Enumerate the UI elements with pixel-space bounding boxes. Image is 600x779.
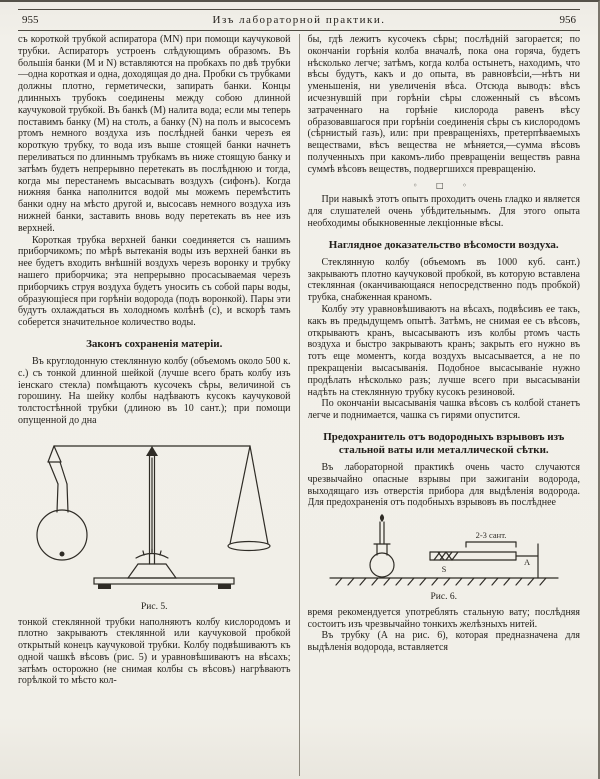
figure-6-caption: Рис. 6. — [430, 592, 457, 603]
right-paragraph-4: Колбу эту уравновѣшиваютъ на вѣсахъ, подвѣсивъ ее такъ, какъ въ предыдущемъ опытѣ. Затѣмъ, не снимая ее съ вѣсовъ, открываютъ кранъ, высасываютъ изъ колбы ртомъ часть воздуха и быстро закрываютъ кранъ; закрыть его нужно въ тотъ еще моментъ, когда воздухъ высасывается, а не по прекращеніи высасыванія. Подобное высасываніе нужно продѣлать нѣсколько разъ; лучше всего при высасываніи надѣть на стеклянную трубку кусокъ резиновой. — [307, 303, 580, 398]
page-header — [18, 9, 580, 31]
figure-6-steel-wool-label: S — [441, 564, 447, 575]
page-number-left: 955 — [22, 14, 39, 26]
right-paragraph-3: Стеклянную колбу (объемомъ въ 1000 куб. сант.) закрываютъ плотно каучуковой пробкой, въ которую вставлена стеклянная (оканчивающаяся непосредственно подъ пробкой) трубка, снабженная краномъ. — [307, 256, 580, 304]
balance-scale-drawing — [36, 432, 272, 600]
figure-5 — [18, 432, 291, 614]
figure-6 — [308, 514, 581, 604]
section-heading-conservation: Законъ сохраненія матеріи. — [86, 337, 223, 350]
left-paragraph-4: тонкой стеклянной трубки наполняютъ колбу кислородомъ и плотно закрываютъ стеклянной или каучуковой пробкой открытый конецъ каучуковой трубки. Колбу подвѣшиваютъ къ одной чашкѣ вѣсовъ (рис. 5) и уравновѣшиваютъ на вѣсахъ; затѣмъ осторожно (не снимая колбы съ вѣсовъ) нагрѣваютъ горѣлкой то мѣсто кол- — [18, 616, 291, 687]
right-paragraph-5: По окончаніи высасыванія чашка вѣсовъ съ колбой станетъ легче и поднимается, чашка съ гирями опустится. — [307, 398, 580, 422]
section-heading-hydrogen-safety: Предохранитель отъ водородныхъ взрывовъ изъ стальной ваты или металлической сѣтки. — [323, 430, 565, 456]
running-title: Изъ лабораторной практики. — [212, 14, 386, 26]
section-divider-ornament: ◦ □ ◦ — [412, 180, 475, 190]
left-paragraph-1: съ короткой трубкой аспиратора (MN) при помощи каучуковой трубки. Аспираторъ устроенъ слѣдующимъ образомъ. Въ большія банки (M и N) вставляются на пробкахъ по двѣ трубки—одна короткая и одна, доходящая до дна. Пробки съ трубками должны плотно, герметически, запирать банки. Концы длинныхъ трубокъ соединены между собою длинной каучуковой трубкой. Въ банкѣ (M) налита вода; если мы теперь поставимъ банку (M) на столъ, а банку (N) на полъ и высосемъ ртомъ немного воздуха изъ послѣдней банки черезъ ея короткую трубку, то вода изъ выше стоящей банки начнетъ переливаться по длиннымъ трубкамъ въ ниже стоящую банку и затѣмъ будетъ непрерывно перетекать въ послѣднюю и тогда, когда мы перестанемъ высасывать воздухъ (сифонъ). Когда нижняя банка наполнится водой мы можемъ перемѣстить банки одну на мѣсто другой и, высосавъ немного воздуха изъ нижней банки, заставить вновь воду перетекать въ нее изъ верхней. — [18, 34, 291, 234]
left-paragraph-2: Короткая трубка верхней банки соединяется съ нашимъ приборчикомъ; по мѣрѣ вытеканія воды изъ верхней банки въ нее будетъ входить внѣшній воздухъ черезъ воронку и трубку нашего приборчика; эта непрерывно просасываемая черезъ приборчикъ струя воздуха будетъ уносить съ собой пары воды, образующіеся при горѣніи водорода (подъ воронкой). Пары эти будутъ охлаждаться въ холодномъ колѣнѣ (c), и вскорѣ тамъ соберется значительное количество воды. — [18, 234, 291, 329]
figure-6-length-label: 2-3 сант. — [475, 530, 507, 541]
hydrogen-apparatus-drawing — [326, 514, 562, 590]
right-paragraph-6: Въ лабораторной практикѣ очень часто случаются чрезвычайно опасные взрывы при зажиганіи водорода, выходящаго изъ отверстія прибора для выдѣленія водорода. Для предохраненія отъ подобныхъ взрывовъ въ послѣднее — [307, 461, 580, 509]
two-column-layout — [18, 34, 580, 776]
right-paragraph-8: Въ трубку (A на рис. 6), которая предназначена для выдѣленія водорода, вставляется — [307, 630, 580, 654]
right-paragraph-2: При навыкѣ этотъ опытъ проходитъ очень гладко и является для слушателей очень убѣдительнымъ. Для этого опыта необходимы обыкновенные лекціонные вѣсы. — [307, 194, 580, 229]
figure-5-caption: Рис. 5. — [141, 601, 168, 612]
right-paragraph-1: бы, гдѣ лежитъ кусочекъ сѣры; послѣдній загорается; по окончаніи горѣнія колба вначалѣ, пока она горяча, будетъ нѣсколько легче; затѣмъ, когда колба остынетъ, находимъ, что вѣсы будутъ, какъ и до опыта, въ равновѣсіи,—нѣтъ ни уменьшенія, ни увеличенія вѣса. Отсюда выводъ: вѣсъ исчезнувшій при горѣніи сѣры сложенный съ вѣсомъ затраченнаго на горѣніе кислорода равенъ вѣсу образовавшагося при горѣніи соединенія сѣры съ кислородомъ (сѣрнистый газъ), или: при превращеніяхъ, претерпѣваемыхъ веществами, вѣсъ вещества не мѣняется,—сумма вѣсовъ полученныхъ при какомъ-либо превращеніи веществъ равна суммѣ вѣсовъ веществъ, подвергшихся превращенію. — [307, 34, 580, 175]
section-heading-air-weight: Наглядное доказательство вѣсомости воздуха. — [328, 238, 559, 251]
left-paragraph-3: Въ круглодонную стеклянную колбу (объемомъ около 500 к. с.) съ тонкой длинной шейкой (лучше всего брать колбу изъ іенскаго стекла) помѣщаютъ кусочекъ сѣры, величиной съ горошину. На шейку колбы надѣваютъ кусокъ каучуковой толстостѣнной трубки (длиною въ 10 сант.); при помощи опущенной до дна — [18, 355, 291, 426]
left-column — [18, 34, 291, 776]
right-column — [308, 34, 581, 776]
page-number-right: 956 — [559, 14, 576, 26]
figure-6-tube-label: A — [523, 557, 530, 568]
column-divider — [299, 34, 300, 776]
right-paragraph-7: время рекомендуется употреблять стальную вату; послѣдняя состоитъ изъ чрезвычайно тонкихъ желѣзныхъ нитей. — [307, 606, 580, 630]
